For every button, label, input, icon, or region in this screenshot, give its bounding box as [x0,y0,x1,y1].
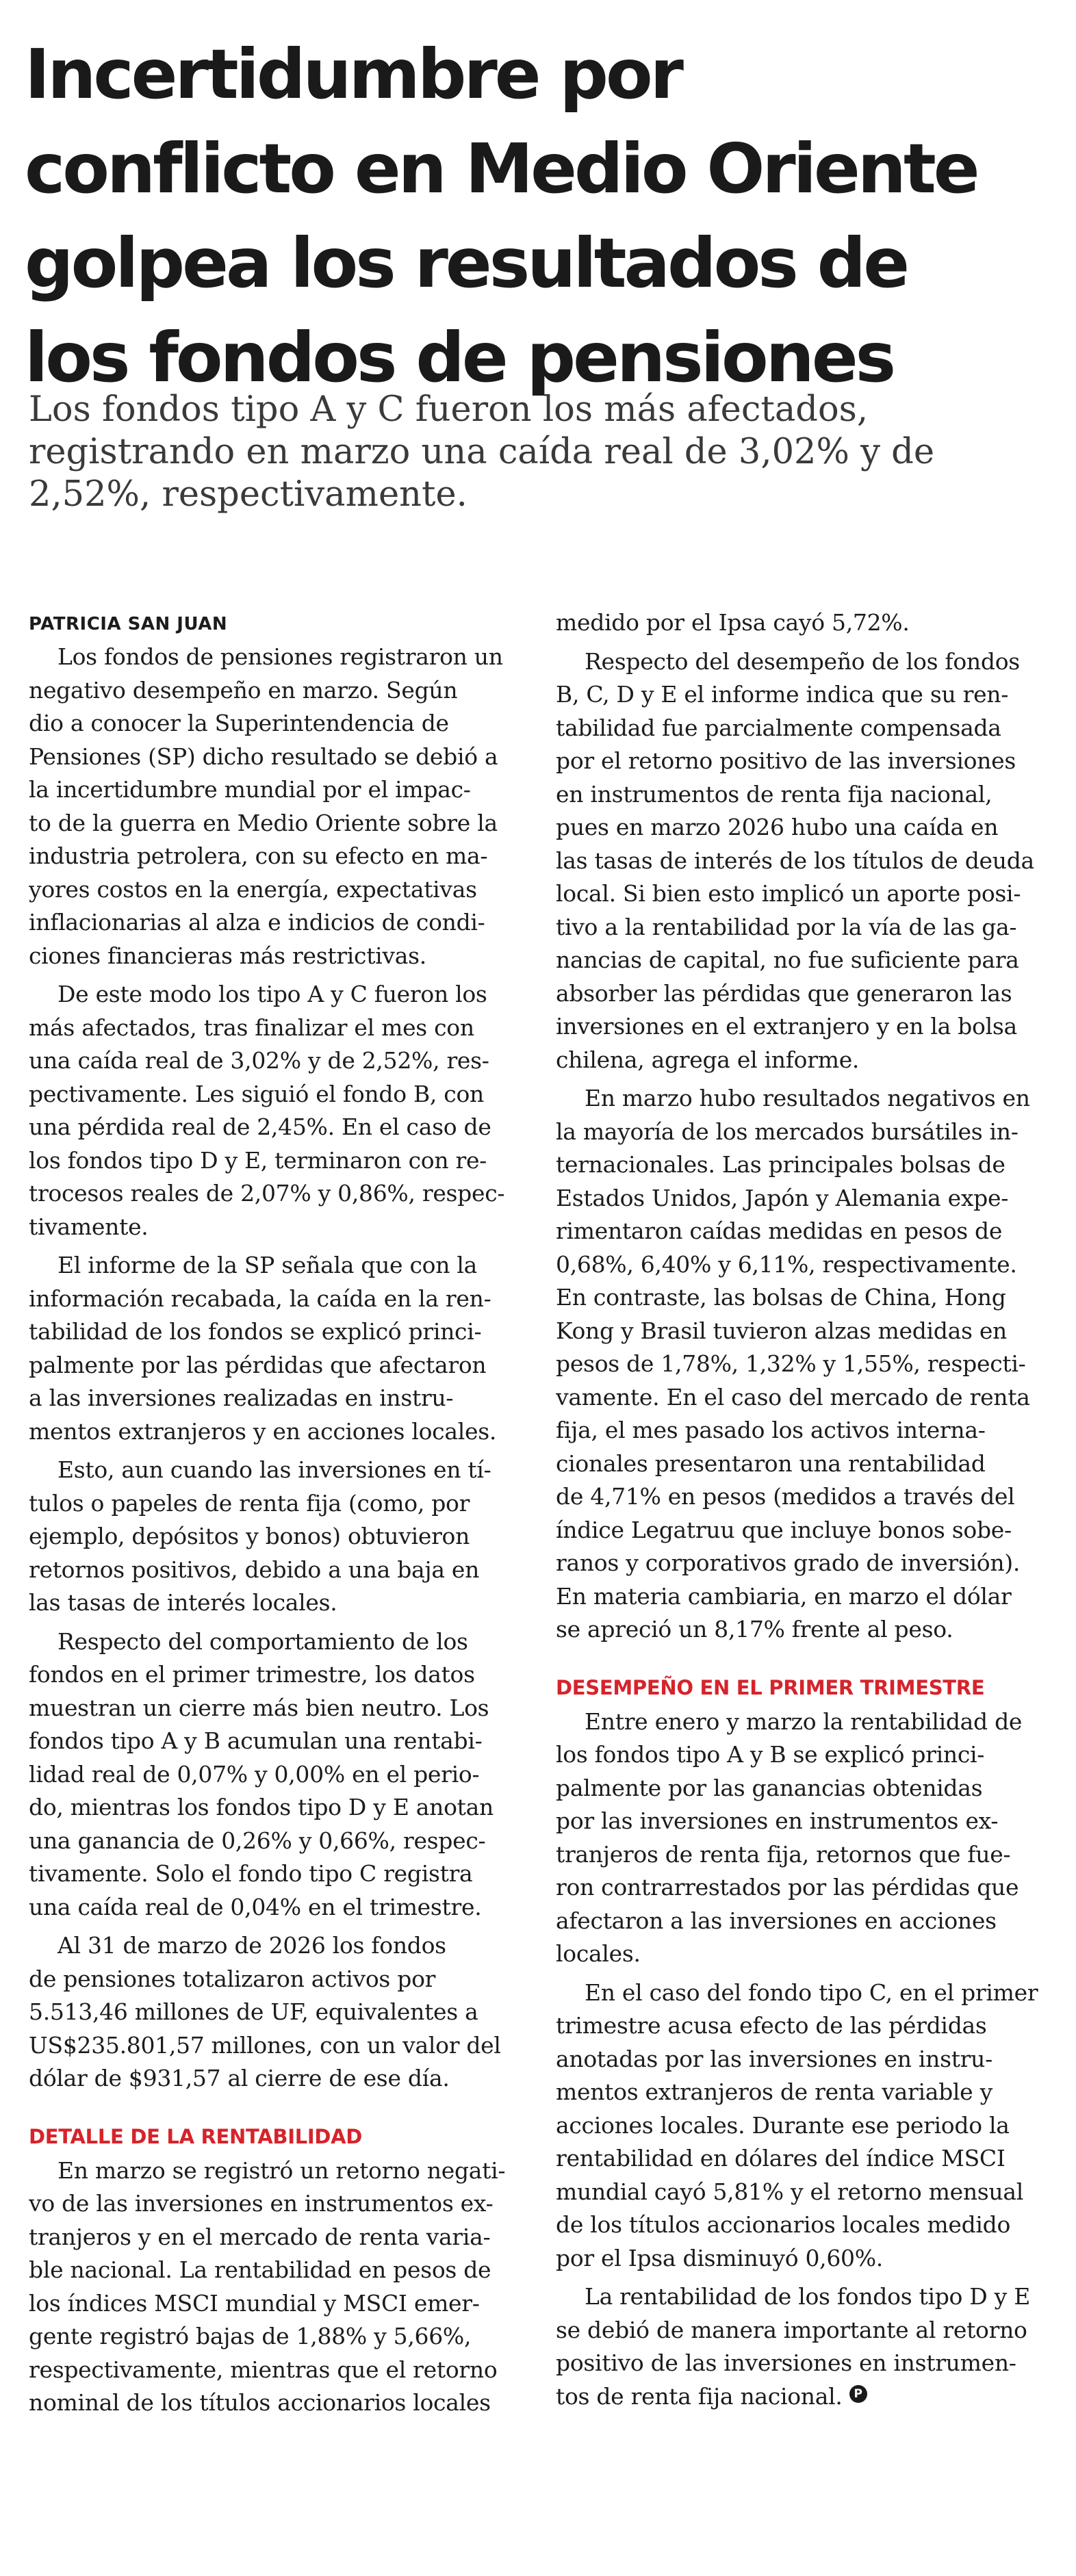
text-line: tabilidad de los fondos se explicó princi- [29,1318,482,1345]
text-line: pectivamente. Les siguió el fondo B, con [29,1080,484,1107]
text-line: índice Legatruu que incluye bonos sobe- [556,1516,1012,1543]
end-mark-icon: P [849,2385,867,2403]
text-line: industria petrolera, con su efecto en ma- [29,842,488,869]
subheadline [29,389,1049,516]
text-line: una caída real de 0,04% en el trimestre. [29,1893,482,1920]
paragraph [556,1705,1057,1971]
text-line: ejemplo, depósitos y bonos) obtuvieron [29,1523,470,1549]
text-line: retornos positivos, debido a una baja en [29,1556,480,1583]
text-line: ranos y corporativos grado de inversión). [556,1549,1021,1576]
paragraph [29,978,530,1244]
text-line: chilena, agrega el informe. [556,1046,860,1073]
text-line: dólar de $931,57 al cierre de ese día. [29,2065,450,2091]
text-line: respectivamente, mientras que el retorno [29,2356,498,2383]
section-heading: DETALLE DE LA RENTABILIDAD [29,2124,363,2148]
text-line: local. Si bien esto implicó un aporte posi- [556,880,1021,907]
text-line: por las inversiones en instrumentos ex- [556,1807,999,1834]
paragraph [29,641,530,973]
text-line: Los fondos de pensiones registraron un [57,643,503,670]
text-line: US$235.801,57 millones, con un valor del [29,2031,501,2059]
paragraph [29,1929,530,2096]
text-line: acciones locales. Durante ese periodo la [556,2111,1010,2139]
text-line: Al 31 de marzo de 2026 los fondos [57,1932,446,1959]
paragraph [29,1454,530,1620]
text-line: tulos o papeles de renta fija (como, por [29,1489,470,1517]
text-line: En marzo se registró un retorno negati- [57,2156,506,2184]
text-line: absorber las pérdidas que generaron las [556,979,1012,1007]
text-line: ternacionales. Las principales bolsas de [556,1151,1005,1178]
text-line: tivamente. Solo el fondo tipo C registra [29,1860,473,1887]
left-column [29,608,530,2425]
headline-line: los fondos de pensiones [25,318,894,398]
text-line: afectaron a las inversiones en acciones [556,1907,997,1934]
text-line: una pérdida real de 2,45%. En el caso de [29,1113,491,1140]
text-line: Respecto del comportamiento de los [57,1627,468,1655]
text-line: rentabilidad en dólares del índice MSCI [556,2145,1005,2172]
text-line: inversiones en el extranjero y en la bolsa [556,1013,1017,1040]
text-line: inflacionarias al alza e indicios de condi- [29,909,485,936]
text-line: por el retorno positivo de las inversiones [556,747,1016,774]
text-line: ble nacional. La rentabilidad en pesos de [29,2256,491,2283]
text-line: pues en marzo 2026 hubo una caída en [556,814,999,840]
text-line: 5.513,46 millones de UF, equivalentes a [29,1998,478,2025]
text-line: trocesos reales de 2,07% y 0,86%, respec- [29,1180,505,1207]
text-line: En el caso del fondo tipo C, en el primer [585,1979,1038,2006]
text-line: vamente. En el caso del mercado de renta [556,1383,1030,1411]
text-line [556,2380,1057,2414]
text-line: trimestre acusa efecto de las pérdidas [556,2012,987,2039]
text-line: muestran un cierre más bien neutro. Los [29,1694,489,1721]
text-line: medido por el Ipsa cayó 5,72%. [556,609,910,636]
text-line: gente registró bajas de 1,88% y 5,66%, [29,2323,472,2349]
text-line: El informe de la SP señala que con la [57,1252,478,1278]
text-line: Entre enero y marzo la rentabilidad de [585,1708,1023,1735]
section-heading: DESEMPEÑO EN EL PRIMER TRIMESTRE [556,1675,985,1699]
paragraph [556,606,1057,640]
text-line: la mayoría de los mercados bursátiles in- [556,1118,1019,1145]
paragraph [556,645,1057,1077]
paragraph [29,1625,530,1924]
text-line: se apreció un 8,17% frente al peso. [556,1616,953,1643]
text-line: dio a conocer la Superintendencia de [29,710,449,736]
text-line: de los títulos accionarios locales medido [556,2211,1011,2238]
text-line: los fondos tipo A y B se explicó princi- [556,1741,985,1768]
subheadline-line: Los fondos tipo A y C fueron los más afectados, [29,389,869,430]
text-line: negativo desempeño en marzo. Según [29,676,458,704]
paragraph [556,1082,1057,1647]
headline-line: conflicto en Medio Oriente [25,129,977,209]
subheadline-line: 2,52%, respectivamente. [29,474,467,515]
paragraph [29,1249,530,1448]
text-line: mentos extranjeros de renta variable y [556,2078,992,2105]
text-line: fija, el mes pasado los activos interna- [556,1417,986,1443]
text-line: nancias de capital, no fue suficiente para [556,946,1019,973]
text-line: en instrumentos de renta fija nacional, [556,780,992,808]
text-line: mentos extranjeros y en acciones locales. [29,1417,497,1445]
text-line: De este modo los tipo A y C fueron los [57,981,487,1007]
text-line: una caída real de 3,02% y de 2,52%, res- [29,1047,489,1074]
text-line: tranjeros y en el mercado de renta varia- [29,2223,491,2250]
last-line-text: tos de renta fija nacional. [556,2382,843,2410]
text-line: por el Ipsa disminuyó 0,60%. [556,2244,883,2271]
text-line: lidad real de 0,07% y 0,00% en el perio- [29,1760,480,1788]
text-line: los fondos tipo D y E, terminaron con re- [29,1146,487,1174]
text-line: Esto, aun cuando las inversiones en tí- [57,1456,491,1483]
text-line: de pensiones totalizaron activos por [29,1965,436,1992]
text-line: En materia cambiaria, en marzo el dólar [556,1582,1012,1610]
text-line: una ganancia de 0,26% y 0,66%, respec- [29,1827,486,1854]
text-line: tivamente. [29,1213,149,1240]
text-line: ron contrarrestados por las pérdidas que [556,1874,1019,1901]
text-line: ciones financieras más restrictivas. [29,942,426,969]
text-line: positivo de las inversiones en instrumen- [556,2349,1016,2376]
text-line: a las inversiones realizadas en instru- [29,1384,454,1411]
text-line: En marzo hubo resultados negativos en [585,1085,1030,1111]
text-line: de 4,71% en pesos (medidos a través del [556,1483,1015,1510]
text-line: información recabada, la caída en la ren- [29,1285,491,1312]
text-line: locales. [556,1940,641,1967]
text-line: cionales presentaron una rentabilidad [556,1450,986,1477]
text-line: palmente por las ganancias obtenidas [556,1774,983,1801]
text-line: tranjeros de renta fija, retornos que fue- [556,1840,1011,1868]
paragraph [556,2280,1057,2413]
text-line: tabilidad fue parcialmente compensada [556,714,1001,741]
text-line: Pensiones (SP) dicho resultado se debió a [29,743,498,770]
text-line: rimentaron caídas medidas en pesos de [556,1218,1003,1244]
paragraph [556,1976,1057,2276]
text-line: Respecto del desempeño de los fondos [585,647,1020,675]
text-line: 0,68%, 6,40% y 6,11%, respectivamente. [556,1250,1017,1278]
text-line: se debió de manera importante al retorno [556,2316,1027,2343]
right-column [556,606,1057,2419]
subheadline-line: registrando en marzo una caída real de 3,02% y de [29,432,935,472]
text-line: fondos tipo A y B acumulan una rentabi- [29,1727,483,1754]
text-line: vo de las inversiones en instrumentos ex- [29,2190,494,2217]
text-line: B, C, D y E el informe indica que su ren- [556,681,1009,708]
text-line: En contraste, las bolsas de China, Hong [556,1284,1006,1311]
headline-line: Incertidumbre por [25,34,682,114]
text-line: to de la guerra en Medio Oriente sobre la [29,809,498,836]
text-line: Kong y Brasil tuvieron alzas medidas en [556,1317,1008,1344]
text-line: la incertidumbre mundial por el impac- [29,776,471,803]
text-line: las tasas de interés locales. [29,1589,337,1616]
text-line: mundial cayó 5,81% y el retorno mensual [556,2178,1023,2205]
text-line: do, mientras los fondos tipo D y E anotan [29,1794,494,1820]
text-line: anotadas por las inversiones en instru- [556,2045,992,2072]
text-line: los índices MSCI mundial y MSCI emer- [29,2289,480,2317]
text-line: palmente por las pérdidas que afectaron [29,1351,487,1378]
text-line: tivo a la rentabilidad por la vía de las ga- [556,913,1017,940]
text-line: pesos de 1,78%, 1,32% y 1,55%, respecti- [556,1350,1026,1377]
text-line: Estados Unidos, Japón y Alemania expe- [556,1184,1009,1211]
text-line: La rentabilidad de los fondos tipo D y E [585,2283,1030,2310]
text-line: más afectados, tras finalizar el mes con [29,1014,474,1041]
paragraph [29,2154,530,2420]
headline [25,27,1051,405]
text-line: las tasas de interés de los títulos de deuda [556,847,1034,874]
text-line: yores costos en la energía, expectativas [29,875,477,903]
text-line: nominal de los títulos accionarios locales [29,2389,491,2416]
text-line: fondos en el primer trimestre, los datos [29,1661,475,1688]
headline-line: golpea los resultados de [25,223,908,303]
byline: PATRICIA SAN JUAN [29,614,228,634]
